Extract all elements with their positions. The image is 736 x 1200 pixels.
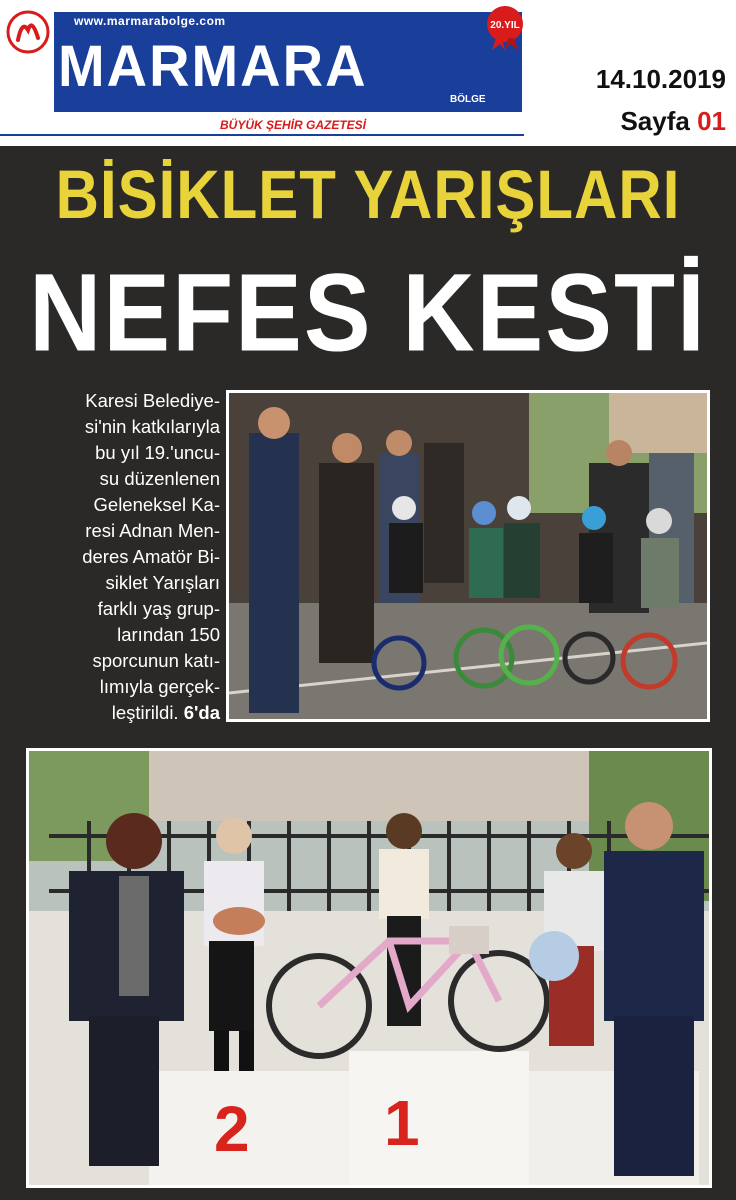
body-line-last [26,700,220,726]
issue-date: 14.10.2019 [595,64,726,94]
body-line: Geleneksel Ka- [93,494,220,515]
body-line: su düzenlenen [99,468,220,489]
body-line: leştirildi. [111,702,179,723]
podium-number-first: 1 [384,1087,420,1159]
anniversary-text: 20.YIL [490,20,520,31]
article-body [26,388,220,726]
body-line: deres Amatör Bi- [82,546,220,567]
body-line: lımıyla gerçek- [99,676,220,697]
podium-number-second: 2 [214,1093,250,1165]
body-line: siklet Yarışları [105,572,220,593]
body-line: resi Adnan Men- [85,520,220,541]
page-number: 01 [697,106,726,136]
body-line: Karesi Belediye- [85,390,220,411]
anniversary-badge-icon [480,2,530,52]
photo-podium-ceremony [26,748,712,1188]
newspaper-logo-icon [6,10,50,54]
page-indicator [620,106,726,137]
masthead-subtitle: BÖLGE [450,94,486,105]
page-label: Sayfa [620,106,690,136]
podium-photo-illustration [29,751,709,1185]
masthead-title: MARMARA [58,32,368,99]
photo-cyclists-start [226,390,710,722]
website-url: www.marmarabolge.com [74,14,226,28]
tagline: BÜYÜK ŞEHİR GAZETESİ [220,118,367,132]
body-line: bu yıl 19.'uncu- [95,442,220,463]
header-rule [0,134,524,136]
body-line: sporcunun katı- [92,650,220,671]
body-line: farklı yaş grup- [97,598,220,619]
body-line: larından 150 [117,624,220,645]
headline-line-1: BİSİKLET YARIŞLARI [55,155,681,234]
headline-line-2: NEFES KESTİ [29,251,707,375]
body-line: si'nin katkılarıyla [84,416,220,437]
page-reference: 6'da [183,702,220,723]
newspaper-header [0,0,736,146]
cyclists-photo-illustration [229,393,707,719]
